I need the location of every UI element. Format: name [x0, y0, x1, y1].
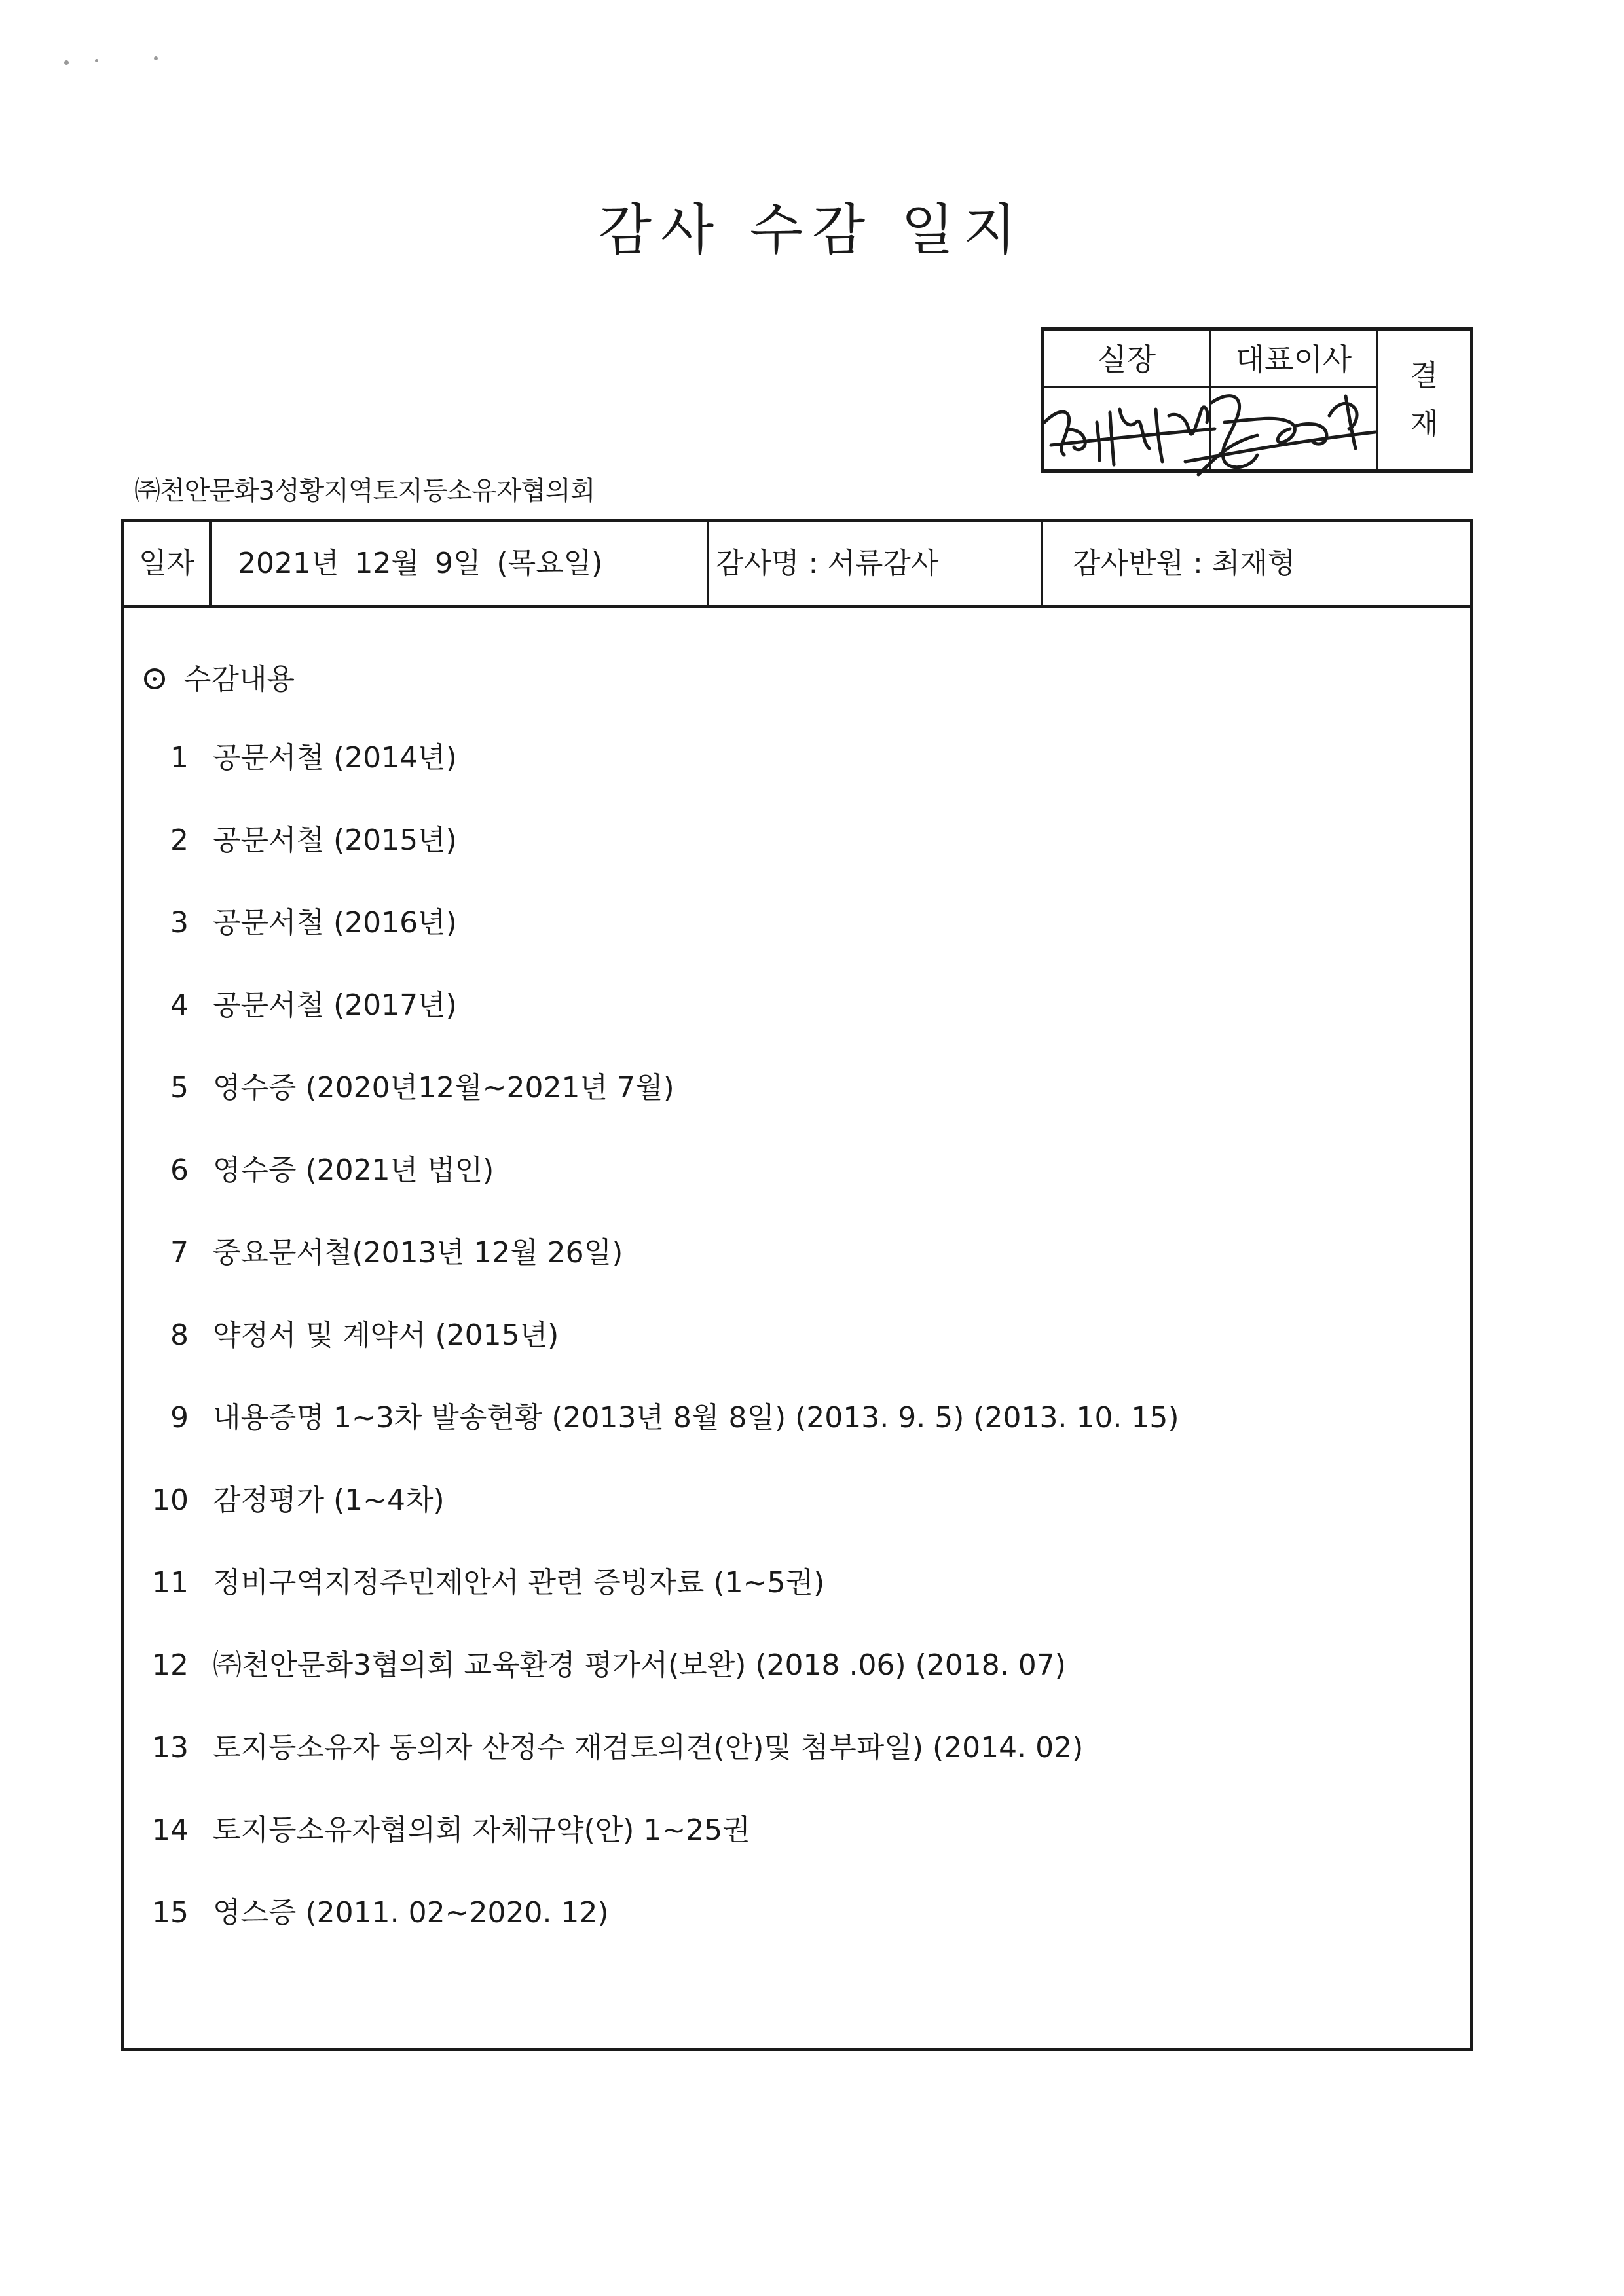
list-item [124, 821, 1470, 903]
list-item [124, 986, 1470, 1068]
item-number: 1 [170, 741, 189, 774]
auditor: 감사반원 : 최재형 [1073, 547, 1296, 580]
item-text: 정비구역지정주민제안서 관련 증빙자료 (1~5권) [213, 1566, 825, 1599]
item-text: ㈜천안문화3협의회 교육환경 평가서(보완) (2018 .06) (2018. 07) [213, 1649, 1066, 1682]
item-number: 12 [152, 1649, 189, 1682]
list-item [124, 1563, 1470, 1646]
section-heading-label: 수감내용 [183, 663, 295, 696]
ceo-signature [1159, 376, 1382, 488]
info-row [124, 522, 1470, 608]
item-number: 5 [170, 1071, 189, 1104]
list-item [124, 738, 1470, 821]
item-text: 공문서철 (2017년) [213, 989, 457, 1022]
item-number: 9 [170, 1401, 189, 1434]
circle-bullet-icon [144, 668, 165, 689]
approval-header-ceo: 대표이사 [1211, 331, 1378, 388]
list-item [124, 1811, 1470, 1893]
list-item [124, 1646, 1470, 1728]
item-text: 공문서철 (2014년) [213, 741, 457, 774]
item-number: 7 [170, 1236, 189, 1269]
list-item [124, 1728, 1470, 1811]
list-item [124, 1481, 1470, 1563]
list-item [124, 1316, 1470, 1398]
item-text: 감정평가 (1~4차) [213, 1484, 445, 1517]
item-number: 13 [152, 1731, 189, 1764]
item-number: 10 [152, 1484, 189, 1517]
item-number: 15 [152, 1896, 189, 1929]
item-number: 11 [152, 1566, 189, 1599]
item-number: 14 [152, 1813, 189, 1847]
list-item [124, 1151, 1470, 1233]
item-text: 공문서철 (2016년) [213, 906, 457, 939]
approval-label-line2: 재 [1410, 407, 1439, 441]
item-text: 내용증명 1~3차 발송현황 (2013년 8월 8일) (2013. 9. 5) (2013. 10. 15) [213, 1401, 1179, 1434]
scan-dot [154, 56, 158, 60]
approval-box [1041, 327, 1473, 473]
scan-dot [64, 60, 69, 65]
date-label: 일자 [124, 522, 212, 605]
list-item [124, 1068, 1470, 1151]
section-heading [144, 660, 295, 699]
item-number: 4 [170, 989, 189, 1022]
date-value: 2021년 12월 9일 (목요일) [212, 522, 709, 605]
item-number: 6 [170, 1154, 189, 1187]
approval-header-manager: 실장 [1044, 331, 1211, 388]
item-number: 8 [170, 1319, 189, 1352]
item-text: 토지등소유자협의회 자체규약(안) 1~25권 [213, 1813, 750, 1847]
page-title: 감사 수감 일지 [598, 198, 1026, 263]
audit-log-box [121, 519, 1473, 2051]
list-item [124, 1233, 1470, 1316]
approval-label [1378, 331, 1470, 469]
organization-name: ㈜천안문화3성황지역토지등소유자협의회 [134, 476, 595, 506]
item-text: 중요문서철(2013년 12월 26일) [213, 1236, 623, 1269]
item-text: 약정서 및 계약서 (2015년) [213, 1319, 559, 1352]
item-text: 토지등소유자 동의자 산정수 재검토의견(안)및 첨부파일) (2014. 02) [213, 1731, 1084, 1764]
item-text: 영수증 (2020년12월~2021년 7월) [213, 1071, 674, 1104]
item-list [124, 738, 1470, 1976]
list-item [124, 1893, 1470, 1976]
item-number: 3 [170, 906, 189, 939]
audit-name: 감사명 : 서류감사 [709, 522, 1043, 605]
approval-label-line1: 결 [1410, 359, 1439, 392]
list-item [124, 903, 1470, 986]
list-item [124, 1398, 1470, 1481]
scan-dot [95, 59, 98, 62]
item-number: 2 [170, 824, 189, 857]
item-text: 영스증 (2011. 02~2020. 12) [213, 1896, 609, 1929]
item-text: 영수증 (2021년 법인) [213, 1154, 494, 1187]
item-text: 공문서철 (2015년) [213, 824, 457, 857]
